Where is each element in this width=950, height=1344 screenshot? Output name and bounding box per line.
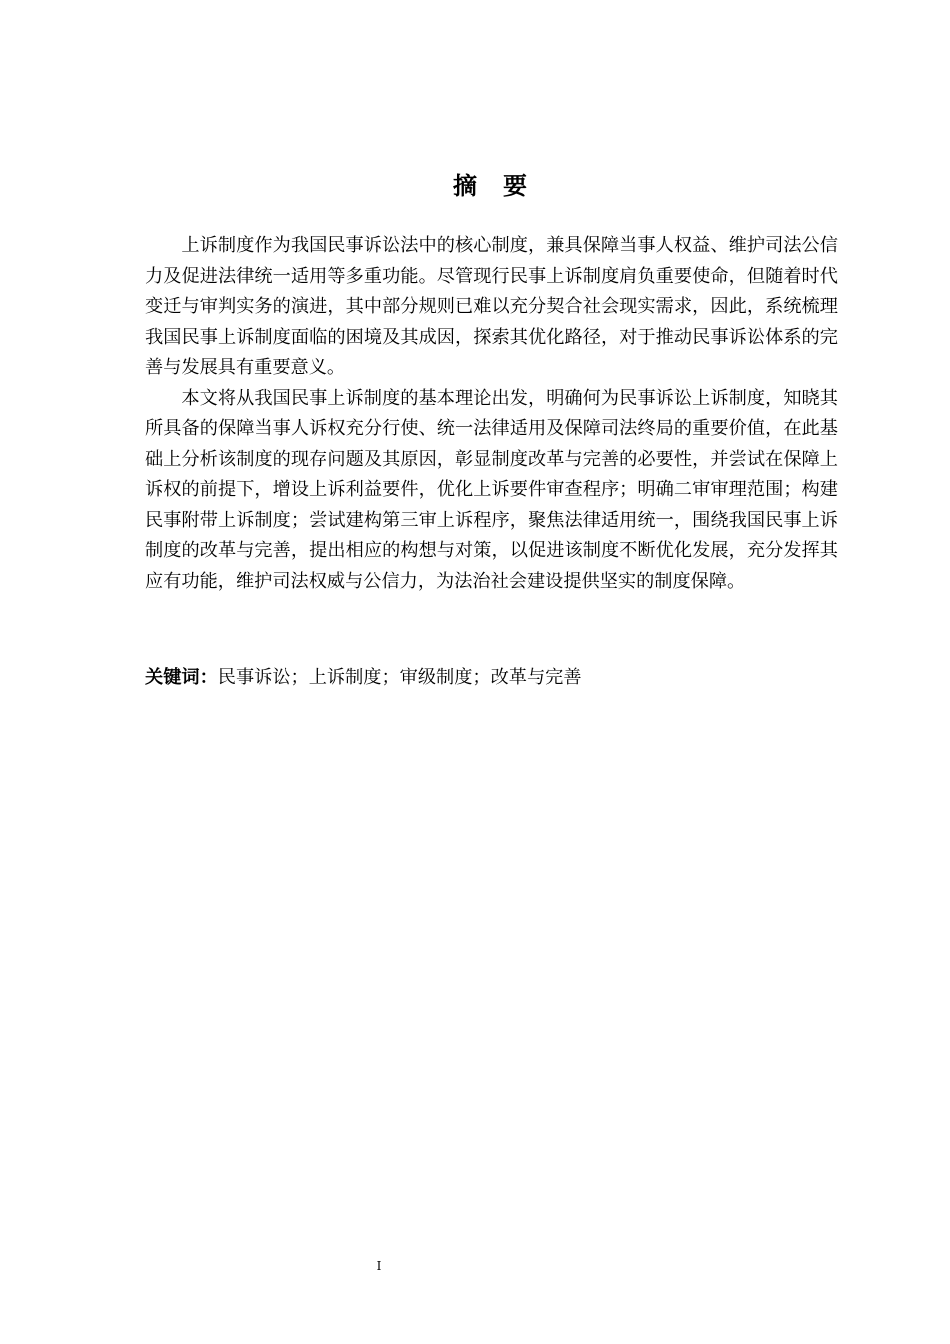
abstract-paragraph-1: 上诉制度作为我国民事诉讼法中的核心制度，兼具保障当事人权益、维护司法公信力及促进法律统一适用等多重功能。尽管现行民事上诉制度肩负重要使命，但随着时代变迁与审判实务的演进，其中部分规则已难以充分契合社会现实需求，因此，系统梳理我国民事上诉制度面临的困境及其成因，探索其优化路径，对于推动民事诉讼体系的完善与发展具有重要意义。 — [145, 235, 838, 378]
abstract-title-char-2: 要 — [503, 172, 527, 200]
page-number: I — [376, 1259, 382, 1273]
abstract-paragraph-2: 本文将从我国民事上诉制度的基本理论出发，明确何为民事诉讼上诉制度，知晓其所具备的保障当事人诉权充分行使、统一法律适用及保障司法终局的重要价值，在此基础上分析该制度的现存问题及其原因，彰显制度改革与完善的必要性，并尝试在保障上诉权的前提下，增设上诉利益要件，优化上诉要件审查程序；明确二审审理范围；构建民事附带上诉制度；尝试建构第三审上诉程序，聚焦法律适用统一，围绕我国民事上诉制度的改革与完善，提出相应的构想与对策，以促进该制度不断优化发展，充分发挥其应有功能，维护司法权威与公信力，为法治社会建设提供坚实的制度保障。 — [145, 387, 838, 592]
keywords-label: 关键词： — [145, 667, 218, 688]
abstract-body — [145, 231, 838, 597]
abstract-title-char-1: 摘 — [453, 172, 477, 200]
keywords-list: 民事诉讼；上诉制度；审级制度；改革与完善 — [217, 667, 582, 688]
keywords-line — [145, 663, 838, 693]
abstract-title — [0, 170, 950, 202]
